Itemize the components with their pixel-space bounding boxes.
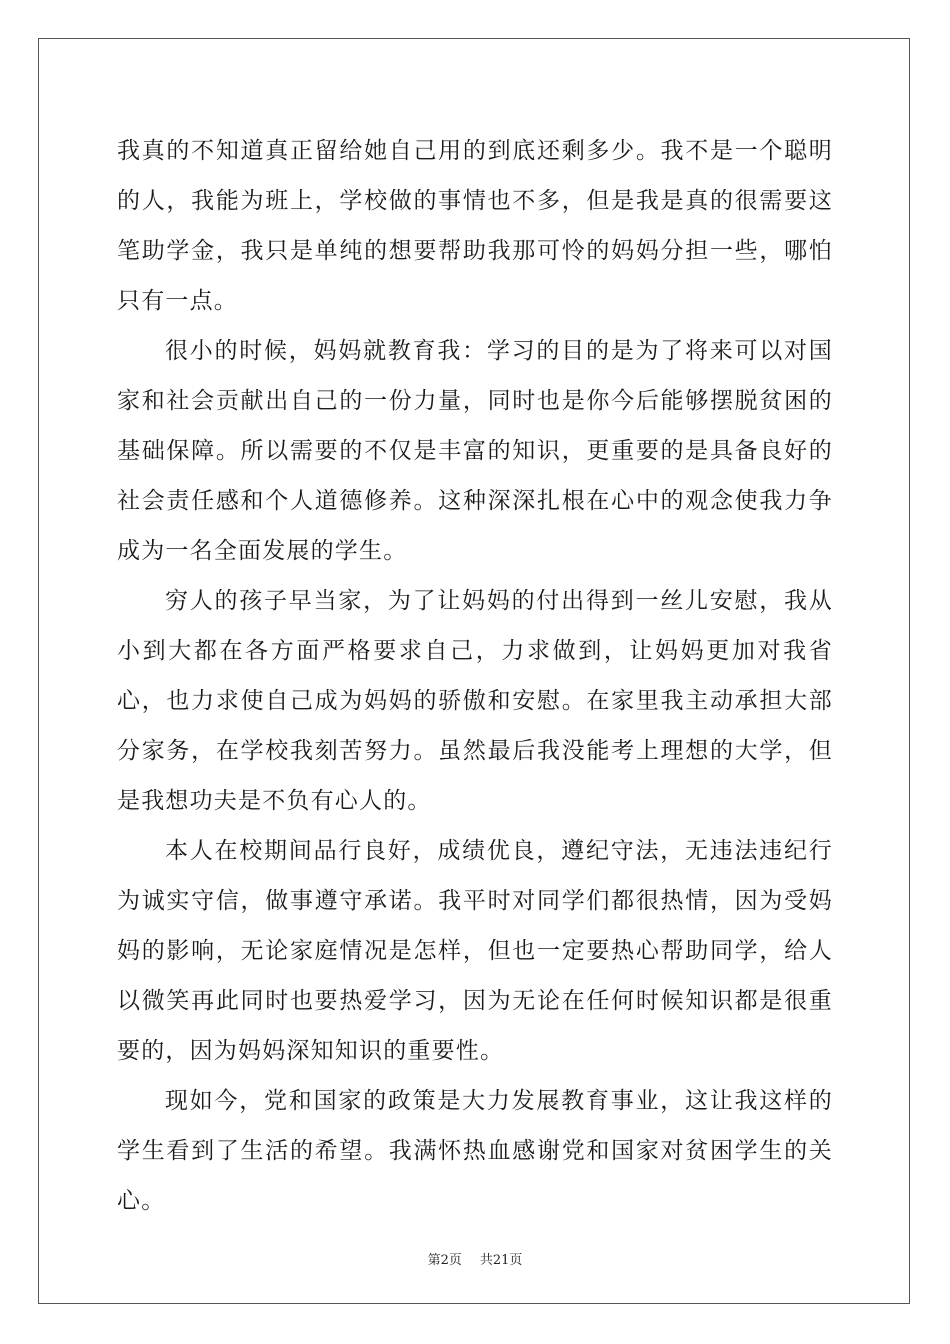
- paragraph-4: 本人在校期间品行良好，成绩优良，遵纪守法，无违法违纪行为诚实守信，做事遵守承诺。我平时对同学们都很热情，因为受妈妈的影响，无论家庭情况是怎样，但也一定要热心帮助同学，给人以微笑再此同时也要热爱学习，因为无论在任何时候知识都是很重要的，因为妈妈深知知识的重要性。: [117, 838, 833, 1064]
- current-page-label: 第2页: [427, 1253, 462, 1268]
- paragraph-1: 我真的不知道真正留给她自己用的到底还剩多少。我不是一个聪明的人，我能为班上，学校做的事情也不多，但是我是真的很需要这笔助学金，我只是单纯的想要帮助我那可怜的妈妈分担一些，哪怕只有一点。: [117, 138, 833, 314]
- paragraph-3: 穷人的孩子早当家，为了让妈妈的付出得到一丝儿安慰，我从小到大都在各方面严格要求自己，力求做到，让妈妈更加对我省心，也力求使自己成为妈妈的骄傲和安慰。在家里我主动承担大部分家务，在学校我刻苦努力。虽然最后我没能考上理想的大学，但是我想功夫是不负有心人的。: [117, 588, 833, 814]
- total-pages-label: 共21页: [479, 1253, 523, 1268]
- paragraph-5: 现如今，党和国家的政策是大力发展教育事业，这让我这样的学生看到了生活的希望。我满怀热血感谢党和国家对贫困学生的关心。: [117, 1088, 833, 1214]
- paragraph-2: 很小的时候，妈妈就教育我：学习的目的是为了将来可以对国家和社会贡献出自己的一份力量，同时也是你今后能够摆脱贫困的基础保障。所以需要的不仅是丰富的知识，更重要的是具备良好的社会责任感和个人道德修养。这种深深扎根在心中的观念使我力争成为一名全面发展的学生。: [117, 338, 833, 564]
- page-footer: [0, 1249, 950, 1268]
- document-body: [117, 126, 833, 1226]
